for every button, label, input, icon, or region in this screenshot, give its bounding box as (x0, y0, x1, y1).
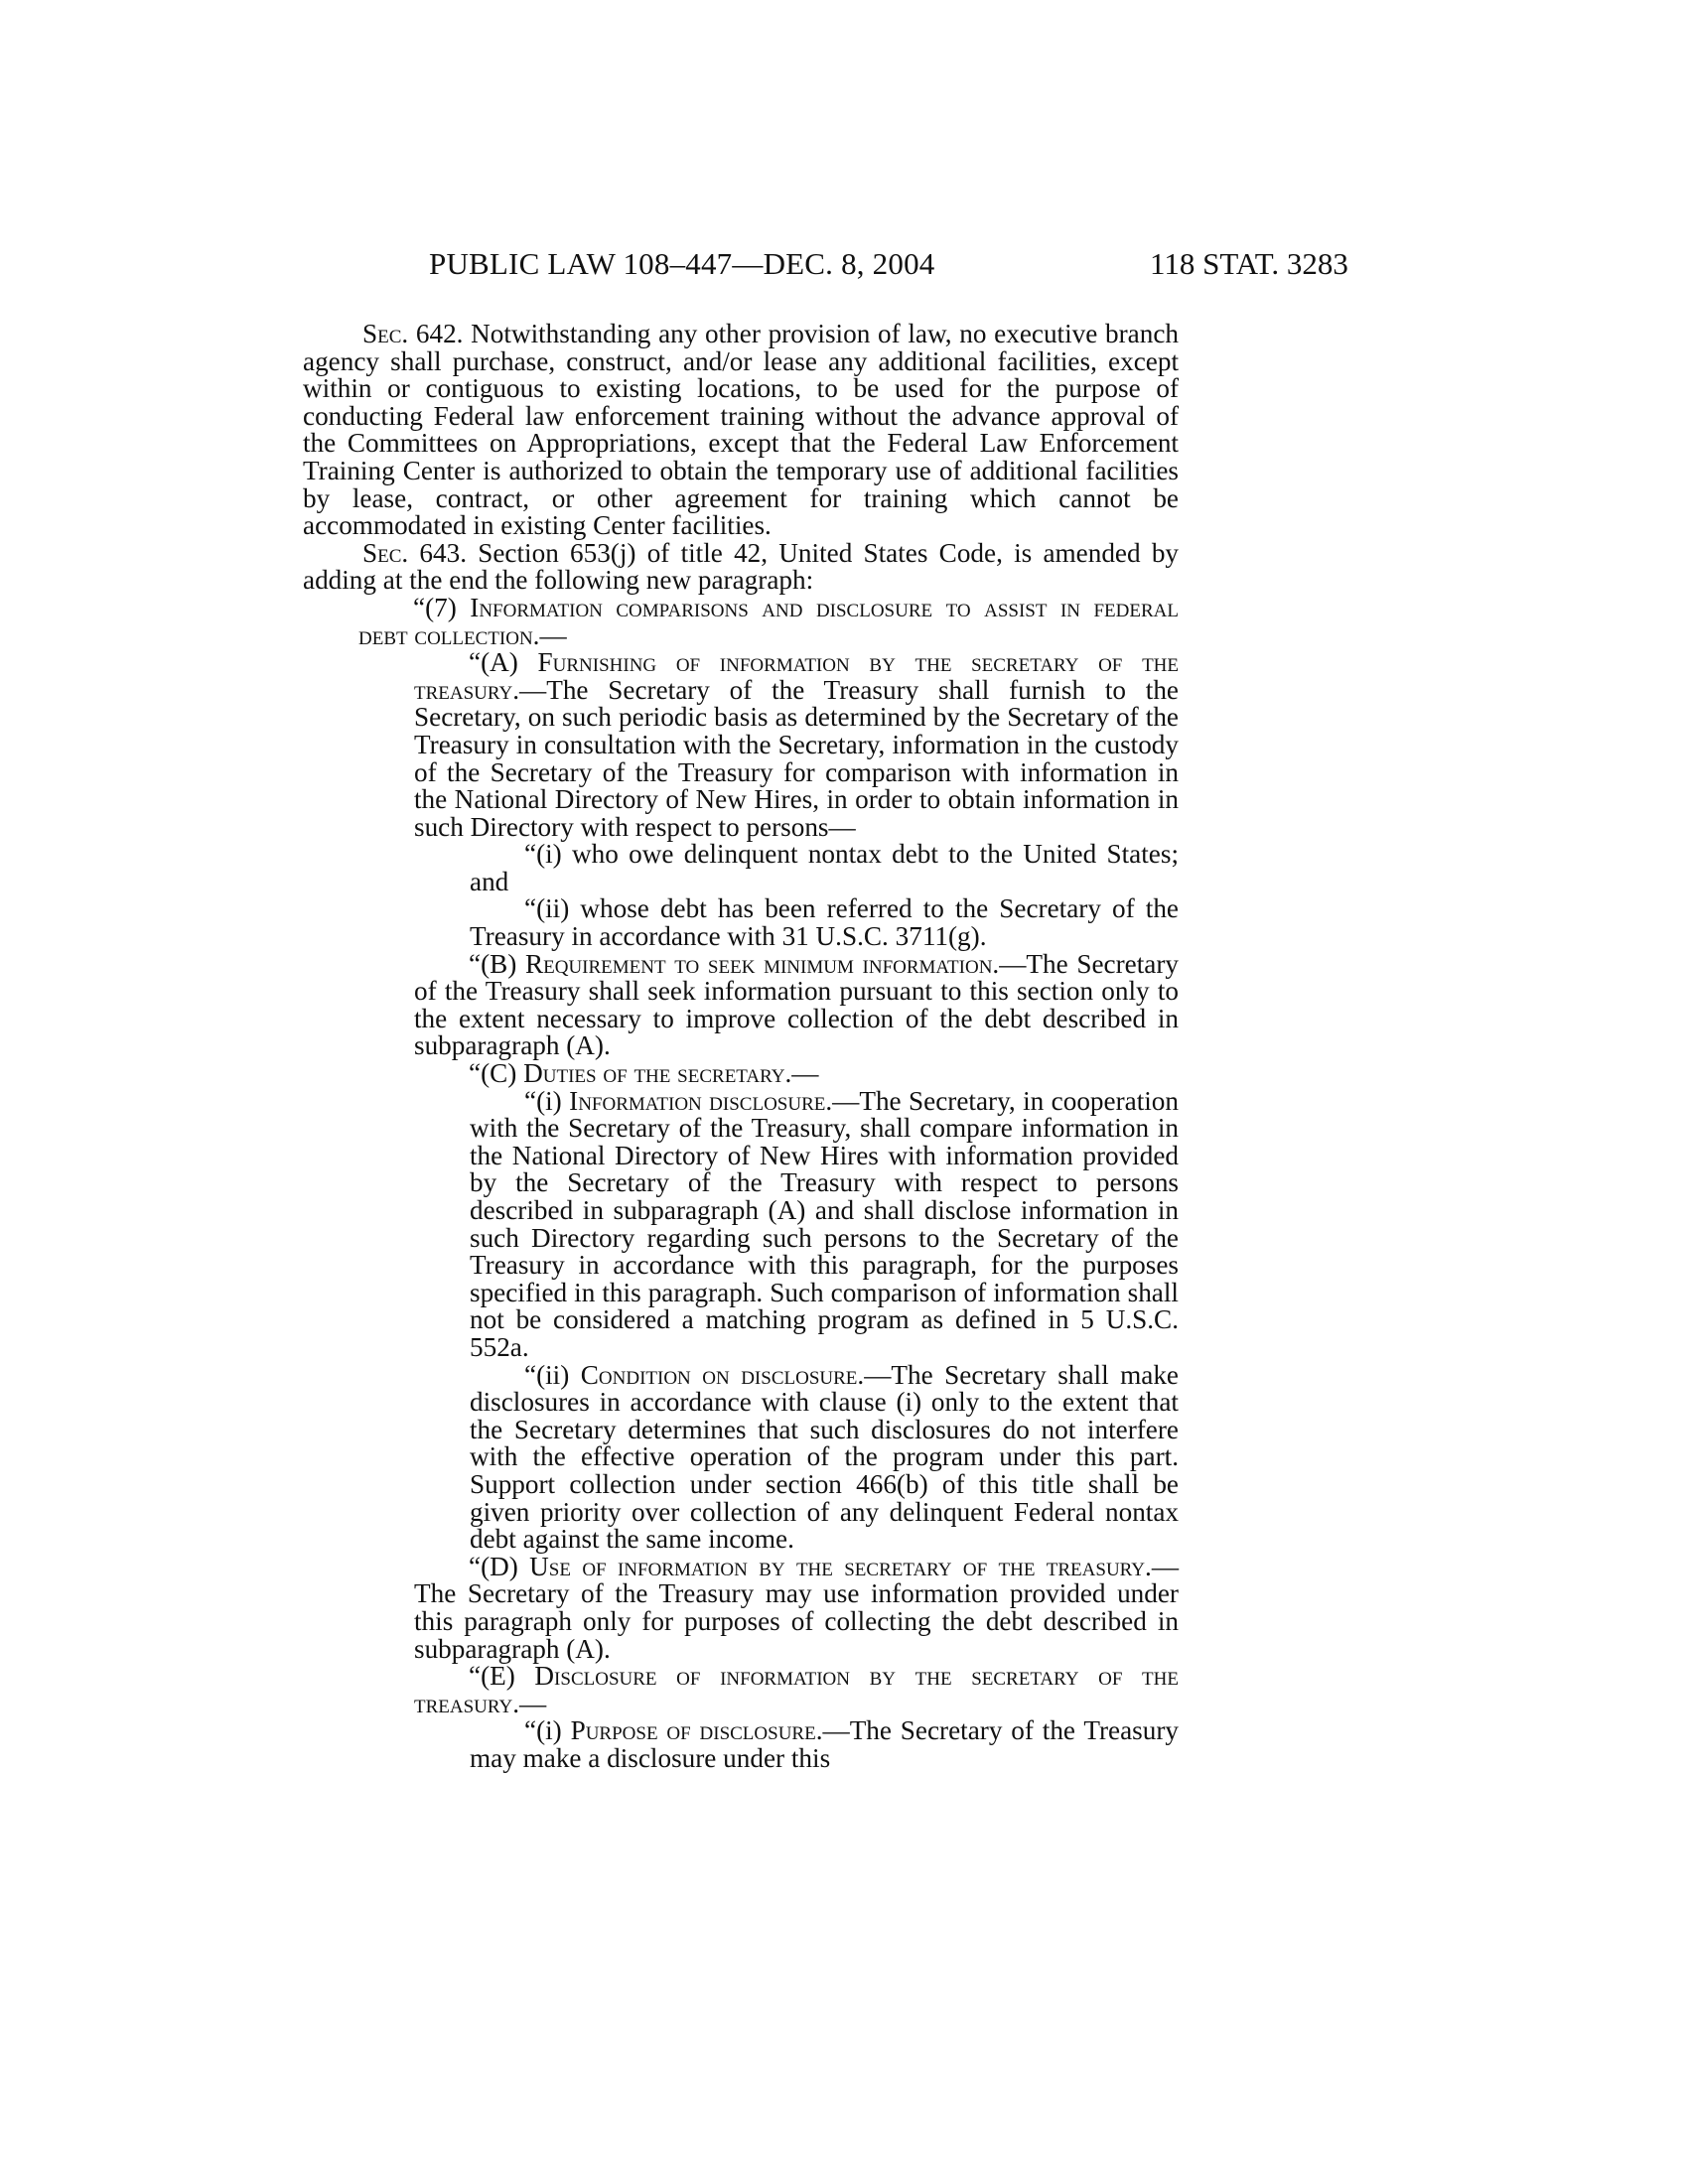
section-text: Section 653(j) of title 42, United States Code, is amended by adding at the end the following new paragraph: (303, 537, 1180, 596)
subparagraph-a (303, 649, 1179, 841)
subparagraph-text: —The Secretary of the Treasury may use information provided under this paragraph only for purposes of collecting the debt described in subparagraph (A). (414, 1551, 1180, 1664)
clause-text: —The Secretary of the Treasury may make a disclosure under this (470, 1715, 1179, 1773)
clause-heading: Purpose of disclosure. (570, 1715, 823, 1746)
body-text (303, 321, 1179, 1772)
clause-text: —The Secretary, in cooperation with the Secretary of the Treasury, shall compare information in the National Directory of New Hires with information provided by the Secretary of the Treasury with respect to persons described in subparagraph (A) and shall disclose information in such Directory regarding such persons to the Secretary of the Treasury in accordance with this paragraph, for the purposes specified in this paragraph. Such comparison of information shall not be considered a matching program as defined in 5 U.S.C. 552a. (470, 1085, 1179, 1362)
clause-heading: Information disclosure. (569, 1085, 833, 1116)
paragraph-7 (303, 592, 1179, 650)
clause-prefix: “(ii) (524, 1359, 581, 1390)
clause-prefix: “(i) (524, 1715, 571, 1746)
clause-c-i (303, 1085, 1179, 1362)
section-643 (303, 537, 1180, 596)
clause-heading: Condition on disclosure. (580, 1359, 865, 1390)
section-642 (303, 321, 1179, 540)
clause-e-i (303, 1717, 1179, 1772)
subparagraph-heading: Disclosure of information by the secretary of the treasury. (414, 1661, 1179, 1718)
clause-c-ii (303, 1359, 1179, 1555)
subparagraph-dash: — (519, 1688, 547, 1718)
section-label: Sec. 642. (362, 319, 464, 348)
subparagraph-prefix: “(B) (469, 948, 525, 979)
subparagraph-prefix: “(C) (469, 1058, 524, 1089)
clause-prefix: “(i) (524, 1085, 570, 1116)
subparagraph-heading: Duties of the secretary. (523, 1058, 792, 1089)
stat-page-number: 118 STAT. 3283 (1150, 246, 1348, 281)
clause-a-i: “(i) who owe delinquent nontax debt to the United States; and (470, 839, 1179, 896)
subparagraph-prefix: “(D) (469, 1551, 530, 1581)
clause-text: —The Secretary shall make disclosures in accordance with clause (i) only to the extent that the Secretary determines that such disclosures do not interfere with the effective operation of the program under this part. Support collection under section 466(b) of this title shall be given priority over collection of any delinquent Federal nontax debt against the same income. (470, 1359, 1179, 1555)
subparagraph-heading: Furnishing of information by the secretary of the treasury. (414, 647, 1179, 705)
paragraph-dash: — (539, 619, 567, 650)
running-head: PUBLIC LAW 108–447—DEC. 8, 2004 (429, 246, 935, 281)
subparagraph-prefix: “(E) (469, 1661, 535, 1692)
subparagraph-text: —The Secretary of the Treasury shall furnish to the Secretary, on such periodic basis as determined by the Secretary of the Treasury in consultation with the Secretary, information in the custody of the Secretary of the Treasury for comparison with information in the National Directory of New Hires, in order to obtain information in such Directory with respect to persons— (414, 674, 1179, 842)
subparagraph-b (303, 948, 1180, 1061)
subparagraph-dash: — (791, 1058, 819, 1089)
subparagraph-e (303, 1663, 1179, 1717)
clause-a-ii: “(ii) whose debt has been referred to the Secretary of the Treasury in accordance with 31 U.S.C. 3711(g). (470, 893, 1179, 952)
subparagraph-prefix: “(A) (469, 647, 538, 678)
subparagraph-heading: Requirement to seek minimum information. (524, 948, 1000, 979)
subparagraph-c (303, 1060, 1179, 1088)
section-label: Sec. 643. (362, 537, 468, 568)
section-text: Notwithstanding any other provision of law, no executive branch agency shall purchase, construct, and/or lease any additional facilities, except within or contiguous to existing locations, to be used for the purpose of conducting Federal law enforcement training without the advance approval of the Committees on Appropriations, except that the Federal Law Enforcement Training Center is authorized to obtain the temporary use of additional facilities by lease, contract, or other agreement for training which cannot be accommodated in existing Center facilities. (303, 319, 1179, 541)
subparagraph-heading: Use of information by the secretary of the treasury. (529, 1551, 1152, 1581)
subparagraph-d (303, 1551, 1180, 1664)
paragraph-heading: Information comparisons and disclosure to assist in federal debt collection. (358, 592, 1179, 650)
subparagraph-text: —The Secretary of the Treasury shall seek information pursuant to this section only to the extent necessary to improve collection of the debt described in subparagraph (A). (414, 948, 1180, 1061)
paragraph-prefix: “(7) (413, 592, 471, 622)
